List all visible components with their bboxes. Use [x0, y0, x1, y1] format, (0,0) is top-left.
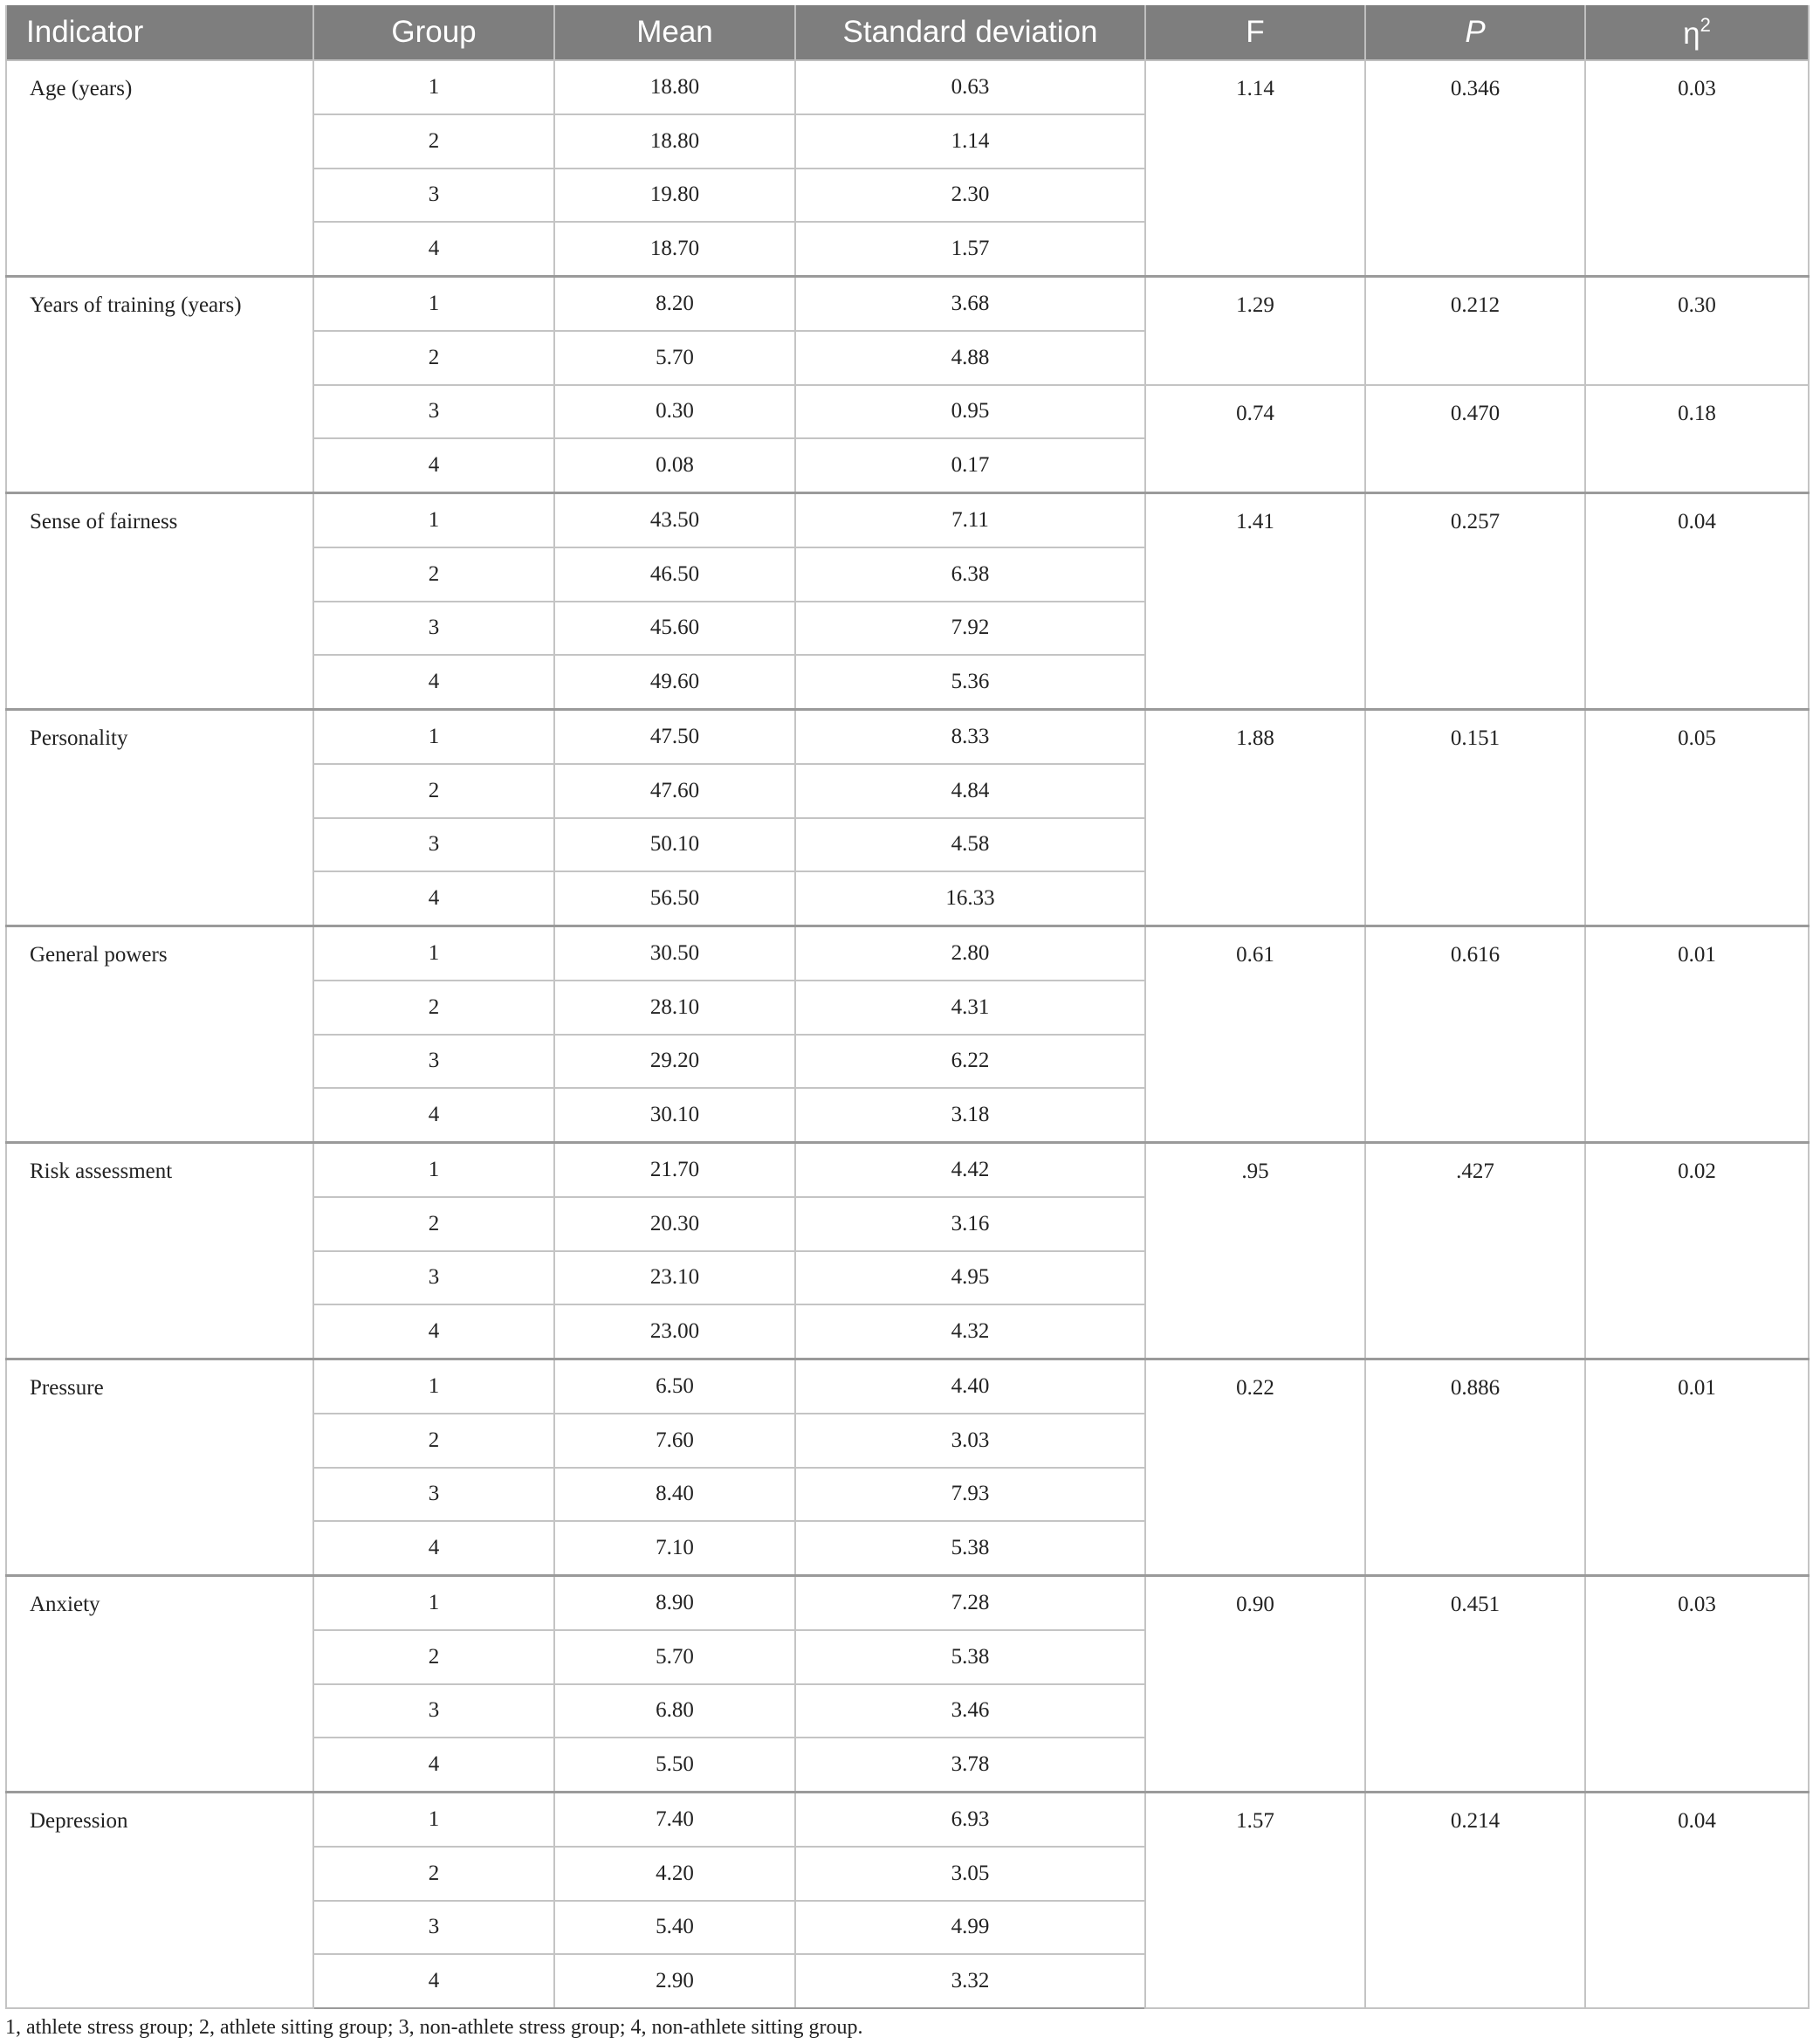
group-cell: 3: [313, 1684, 554, 1738]
eta-squared-cell: 0.01: [1585, 1359, 1809, 1576]
group-cell: 1: [313, 926, 554, 981]
f-cell: 0.61: [1145, 926, 1365, 1143]
sd-cell: 4.84: [795, 764, 1145, 818]
mean-cell: 18.80: [554, 60, 795, 114]
indicator-cell: General powers: [6, 926, 313, 1143]
mean-cell: 7.60: [554, 1414, 795, 1468]
p-cell: 0.212: [1365, 277, 1585, 385]
mean-cell: 0.30: [554, 385, 795, 439]
sd-cell: 1.57: [795, 222, 1145, 276]
group-cell: 1: [313, 1359, 554, 1414]
mean-cell: 5.50: [554, 1738, 795, 1792]
mean-cell: 30.10: [554, 1088, 795, 1142]
sd-cell: 2.80: [795, 926, 1145, 981]
eta-squared-cell: 0.01: [1585, 926, 1809, 1143]
table-row: [6, 926, 1809, 981]
group-cell: 4: [313, 1304, 554, 1359]
header-standard-deviation: Standard deviation: [795, 5, 1145, 60]
f-cell: .95: [1145, 1143, 1365, 1359]
header-row: [6, 5, 1809, 60]
mean-cell: 5.70: [554, 1630, 795, 1684]
header-indicator: Indicator: [6, 5, 313, 60]
eta-squared-cell: 0.04: [1585, 493, 1809, 710]
p-cell: 0.151: [1365, 710, 1585, 926]
group-cell: 1: [313, 1576, 554, 1630]
p-cell: 0.346: [1365, 60, 1585, 277]
group-cell: 2: [313, 114, 554, 169]
group-cell: 3: [313, 1251, 554, 1305]
group-cell: 1: [313, 710, 554, 764]
mean-cell: 28.10: [554, 981, 795, 1035]
group-cell: 3: [313, 1035, 554, 1089]
group-cell: 4: [313, 222, 554, 276]
group-cell: 1: [313, 1793, 554, 1847]
group-cell: 4: [313, 1738, 554, 1792]
sd-cell: 4.88: [795, 331, 1145, 385]
group-cell: 2: [313, 1630, 554, 1684]
group-cell: 4: [313, 1954, 554, 2008]
sd-cell: 5.38: [795, 1630, 1145, 1684]
mean-cell: 18.70: [554, 222, 795, 276]
table-container: [5, 5, 1808, 2009]
sd-cell: 4.42: [795, 1143, 1145, 1197]
indicator-cell: Sense of fairness: [6, 493, 313, 710]
mean-cell: 23.10: [554, 1251, 795, 1305]
eta-squared-cell: 0.04: [1585, 1793, 1809, 2009]
header-eta-squared: [1585, 5, 1809, 60]
sd-cell: 3.03: [795, 1414, 1145, 1468]
sd-cell: 5.38: [795, 1521, 1145, 1575]
sd-cell: 3.78: [795, 1738, 1145, 1792]
sd-cell: 3.16: [795, 1197, 1145, 1251]
group-cell: 4: [313, 1088, 554, 1142]
sd-cell: 16.33: [795, 871, 1145, 926]
mean-cell: 30.50: [554, 926, 795, 981]
table-row: [6, 493, 1809, 547]
group-cell: 4: [313, 655, 554, 709]
sd-cell: 7.92: [795, 602, 1145, 656]
mean-cell: 47.60: [554, 764, 795, 818]
p-cell: 0.214: [1365, 1793, 1585, 2009]
indicator-cell: Age (years): [6, 60, 313, 277]
sd-cell: 7.93: [795, 1468, 1145, 1522]
header-mean: Mean: [554, 5, 795, 60]
sd-cell: 8.33: [795, 710, 1145, 764]
sd-cell: 3.05: [795, 1847, 1145, 1901]
p-cell: 0.451: [1365, 1576, 1585, 1793]
eta-squared-cell: 0.30: [1585, 277, 1809, 385]
table-row: [6, 1359, 1809, 1414]
mean-cell: 45.60: [554, 602, 795, 656]
group-cell: 1: [313, 60, 554, 114]
p-cell: 0.886: [1365, 1359, 1585, 1576]
table-row: [6, 1576, 1809, 1630]
mean-cell: 6.50: [554, 1359, 795, 1414]
mean-cell: 7.40: [554, 1793, 795, 1847]
sd-cell: 4.95: [795, 1251, 1145, 1305]
mean-cell: 2.90: [554, 1954, 795, 2008]
sd-cell: 4.31: [795, 981, 1145, 1035]
table-footnote: 1, athlete stress group; 2, athlete sitting group; 3, non-athlete stress group; 4, non-athlete sitting group.: [5, 2016, 863, 2039]
indicator-cell: Anxiety: [6, 1576, 313, 1793]
mean-cell: 29.20: [554, 1035, 795, 1089]
sd-cell: 1.14: [795, 114, 1145, 169]
group-cell: 1: [313, 493, 554, 547]
p-cell: .427: [1365, 1143, 1585, 1359]
mean-cell: 47.50: [554, 710, 795, 764]
indicator-cell: Pressure: [6, 1359, 313, 1576]
sd-cell: 4.32: [795, 1304, 1145, 1359]
sd-cell: 5.36: [795, 655, 1145, 709]
indicator-cell: Risk assessment: [6, 1143, 313, 1359]
sd-cell: 0.17: [795, 438, 1145, 492]
sd-cell: 3.32: [795, 1954, 1145, 2008]
sd-cell: 3.68: [795, 277, 1145, 331]
sd-cell: 2.30: [795, 169, 1145, 223]
f-cell: 0.22: [1145, 1359, 1365, 1576]
mean-cell: 8.40: [554, 1468, 795, 1522]
mean-cell: 8.20: [554, 277, 795, 331]
header-group: Group: [313, 5, 554, 60]
group-cell: 2: [313, 764, 554, 818]
sd-cell: 4.40: [795, 1359, 1145, 1414]
indicator-cell: Depression: [6, 1793, 313, 2009]
mean-cell: 23.00: [554, 1304, 795, 1359]
sd-cell: 3.46: [795, 1684, 1145, 1738]
group-cell: 3: [313, 818, 554, 872]
f-cell: 1.41: [1145, 493, 1365, 710]
header-p: P: [1365, 5, 1585, 60]
mean-cell: 0.08: [554, 438, 795, 492]
mean-cell: 6.80: [554, 1684, 795, 1738]
eta-symbol: η: [1683, 16, 1700, 51]
table-row: [6, 710, 1809, 764]
f-cell: 1.88: [1145, 710, 1365, 926]
f-cell: 1.57: [1145, 1793, 1365, 2009]
mean-cell: 19.80: [554, 169, 795, 223]
p-cell: 0.470: [1365, 385, 1585, 493]
sd-cell: 7.28: [795, 1576, 1145, 1630]
sd-cell: 0.95: [795, 385, 1145, 439]
group-cell: 2: [313, 981, 554, 1035]
f-cell: 0.90: [1145, 1576, 1365, 1793]
group-cell: 3: [313, 385, 554, 439]
f-cell: 1.14: [1145, 60, 1365, 277]
group-cell: 2: [313, 1197, 554, 1251]
sd-cell: 6.93: [795, 1793, 1145, 1847]
group-cell: 2: [313, 1414, 554, 1468]
sd-cell: 3.18: [795, 1088, 1145, 1142]
mean-cell: 4.20: [554, 1847, 795, 1901]
f-cell: 1.29: [1145, 277, 1365, 385]
mean-cell: 5.40: [554, 1901, 795, 1955]
mean-cell: 43.50: [554, 493, 795, 547]
group-cell: 3: [313, 1468, 554, 1522]
eta-squared-cell: 0.02: [1585, 1143, 1809, 1359]
table-row: [6, 60, 1809, 114]
eta-squared-cell: 0.05: [1585, 710, 1809, 926]
indicator-cell: Years of training (years): [6, 277, 313, 493]
mean-cell: 21.70: [554, 1143, 795, 1197]
mean-cell: 49.60: [554, 655, 795, 709]
eta-squared-cell: 0.03: [1585, 60, 1809, 277]
group-cell: 1: [313, 277, 554, 331]
mean-cell: 46.50: [554, 547, 795, 602]
sd-cell: 0.63: [795, 60, 1145, 114]
mean-cell: 50.10: [554, 818, 795, 872]
indicator-cell: Personality: [6, 710, 313, 926]
table-row: [6, 277, 1809, 331]
header-f: F: [1145, 5, 1365, 60]
sd-cell: 7.11: [795, 493, 1145, 547]
table-body: [6, 60, 1809, 2008]
table-row: [6, 1143, 1809, 1197]
sd-cell: 4.58: [795, 818, 1145, 872]
mean-cell: 56.50: [554, 871, 795, 926]
eta-squared-cell: 0.03: [1585, 1576, 1809, 1793]
eta-superscript: 2: [1700, 13, 1711, 36]
group-cell: 2: [313, 331, 554, 385]
group-cell: 3: [313, 169, 554, 223]
group-cell: 1: [313, 1143, 554, 1197]
mean-cell: 18.80: [554, 114, 795, 169]
sd-cell: 4.99: [795, 1901, 1145, 1955]
group-cell: 3: [313, 1901, 554, 1955]
mean-cell: 7.10: [554, 1521, 795, 1575]
group-cell: 3: [313, 602, 554, 656]
group-cell: 4: [313, 1521, 554, 1575]
anova-results-table: [5, 5, 1810, 2009]
group-cell: 2: [313, 1847, 554, 1901]
p-cell: 0.257: [1365, 493, 1585, 710]
sd-cell: 6.38: [795, 547, 1145, 602]
mean-cell: 20.30: [554, 1197, 795, 1251]
mean-cell: 8.90: [554, 1576, 795, 1630]
table-row: [6, 1793, 1809, 1847]
mean-cell: 5.70: [554, 331, 795, 385]
sd-cell: 6.22: [795, 1035, 1145, 1089]
group-cell: 4: [313, 871, 554, 926]
eta-squared-cell: 0.18: [1585, 385, 1809, 493]
p-cell: 0.616: [1365, 926, 1585, 1143]
f-cell: 0.74: [1145, 385, 1365, 493]
group-cell: 2: [313, 547, 554, 602]
group-cell: 4: [313, 438, 554, 492]
